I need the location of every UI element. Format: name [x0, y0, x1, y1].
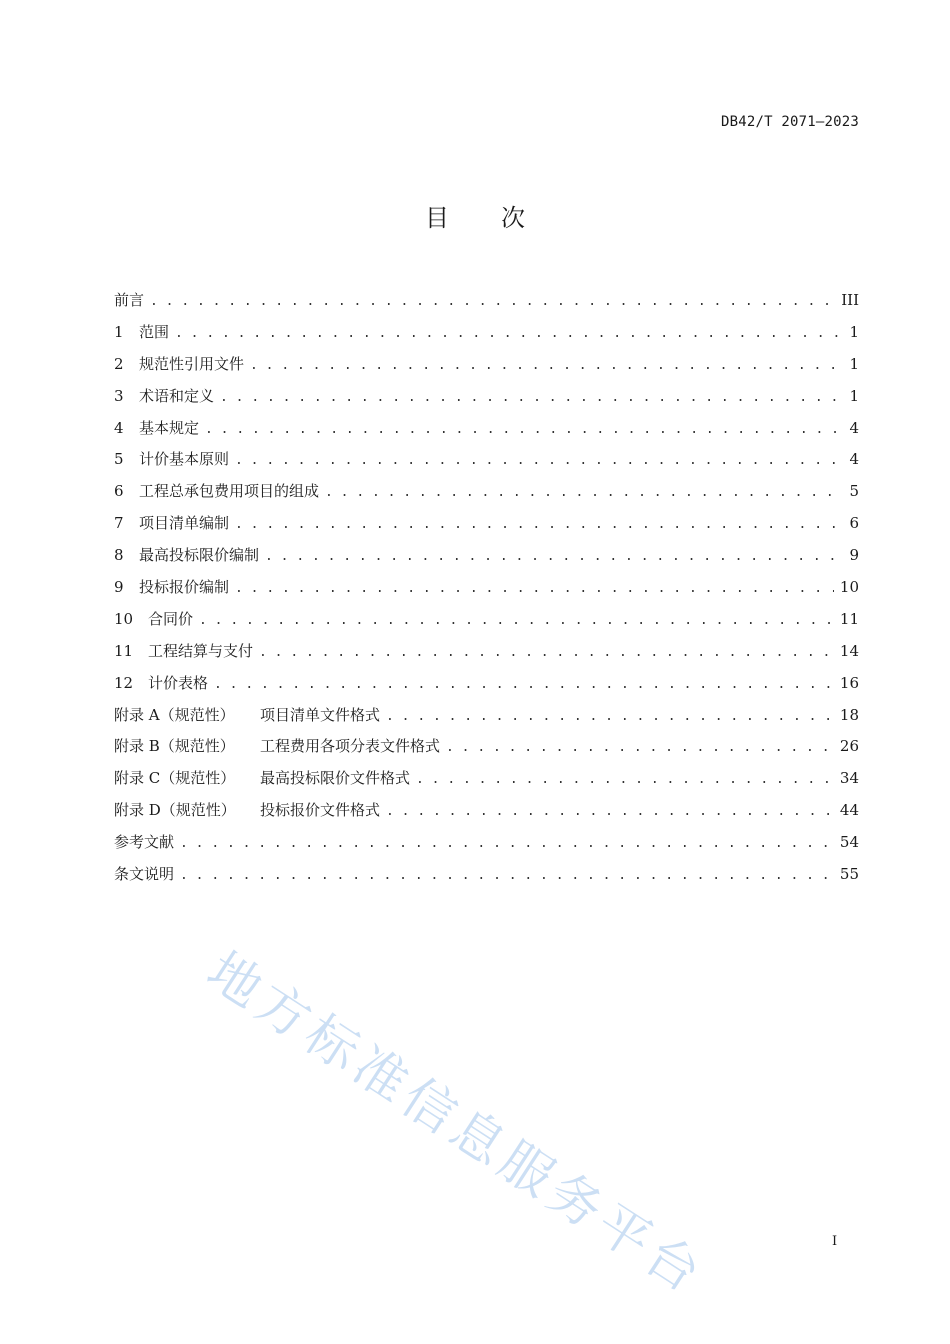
toc-entry-label: 项目清单文件格式 — [260, 705, 381, 724]
toc-leader-dots — [265, 541, 839, 573]
toc-leader-dots — [250, 350, 839, 382]
toc-leader-dots — [175, 318, 839, 350]
toc-entry-number: 2 — [114, 354, 124, 373]
toc-entry-number: 12 — [114, 673, 134, 692]
toc-leader-dots — [235, 573, 834, 605]
toc-entry[interactable] — [114, 413, 859, 445]
toc-entry-page: 11 — [839, 609, 859, 628]
toc-entry-page: 5 — [849, 482, 859, 501]
toc-entry-page: 55 — [839, 865, 859, 884]
toc-title-part1: 目 — [425, 204, 449, 232]
toc-entry-page: III — [841, 291, 859, 309]
toc-entry-number: 7 — [114, 514, 124, 533]
toc-entry-label: 工程费用各项分表文件格式 — [260, 737, 441, 756]
toc-entry-page: 1 — [849, 354, 859, 373]
toc-entry-number: 1 — [114, 322, 124, 341]
toc-entry-label: 前言 — [114, 291, 145, 309]
toc-entry-page: 18 — [839, 705, 859, 724]
toc-entry-number: 5 — [114, 450, 124, 469]
toc-entry-label: 基本规定 — [139, 418, 200, 437]
toc-leader-dots — [416, 764, 834, 796]
toc-leader-dots — [180, 860, 834, 892]
toc-entry[interactable] — [114, 859, 859, 891]
toc-appendix-number: 附录 A（规范性） — [114, 705, 235, 724]
toc-entry-number: 6 — [114, 482, 124, 501]
toc-entry-label: 工程结算与支付 — [148, 641, 254, 660]
toc-entry[interactable] — [114, 285, 859, 317]
toc-leader-dots — [199, 605, 834, 637]
toc-appendix-number: 附录 B（规范性） — [114, 737, 235, 756]
toc-leader-dots — [205, 414, 839, 446]
toc-leader-dots — [259, 637, 834, 669]
toc-entry-label: 条文说明 — [114, 865, 175, 884]
toc-entry[interactable] — [114, 476, 859, 508]
toc-entry-label: 参考文献 — [114, 833, 175, 852]
toc-entry[interactable] — [114, 317, 859, 349]
toc-entry-label: 最高投标限价文件格式 — [260, 769, 411, 788]
toc-entry-appendix[interactable] — [114, 700, 859, 732]
toc-entry-page: 10 — [839, 578, 859, 597]
toc-leader-dots — [235, 509, 839, 541]
toc-entry-label: 投标报价编制 — [139, 578, 230, 597]
toc-entry[interactable] — [114, 349, 859, 381]
toc-entry-number: 3 — [114, 386, 124, 405]
toc-leader-dots — [325, 477, 839, 509]
toc-entry-page: 54 — [839, 833, 859, 852]
toc-entry-label: 合同价 — [148, 609, 194, 628]
toc-entry-number: 11 — [114, 641, 134, 660]
toc-entry[interactable] — [114, 540, 859, 572]
toc-entry-page: 4 — [849, 418, 859, 437]
toc-leader-dots — [150, 286, 835, 318]
toc-entry-label: 计价基本原则 — [139, 450, 230, 469]
toc-entry[interactable] — [114, 444, 859, 476]
toc-entry-page: 4 — [849, 450, 859, 469]
watermark: 地方标准信息服务平台 — [196, 940, 716, 1308]
toc-entry[interactable] — [114, 381, 859, 413]
toc-leader-dots — [235, 445, 839, 477]
table-of-contents — [114, 285, 859, 891]
toc-entry-label: 规范性引用文件 — [139, 354, 245, 373]
toc-entry-number: 9 — [114, 578, 124, 597]
toc-entry-label: 术语和定义 — [139, 386, 215, 405]
toc-entry-label: 计价表格 — [148, 673, 209, 692]
toc-entry-label: 最高投标限价编制 — [139, 546, 260, 565]
toc-entry-page: 1 — [849, 386, 859, 405]
toc-entry[interactable] — [114, 636, 859, 668]
toc-entry-label: 项目清单编制 — [139, 514, 230, 533]
page-number: I — [832, 1234, 838, 1249]
toc-entry-page: 44 — [839, 801, 859, 820]
toc-leader-dots — [180, 828, 834, 860]
toc-entry-number: 10 — [114, 609, 134, 628]
toc-entry-appendix[interactable] — [114, 731, 859, 763]
toc-entry-page: 26 — [839, 737, 859, 756]
toc-entry-label: 投标报价文件格式 — [260, 801, 381, 820]
toc-leader-dots — [386, 796, 834, 828]
toc-entry-appendix[interactable] — [114, 795, 859, 827]
toc-entry-number: 4 — [114, 418, 124, 437]
toc-leader-dots — [214, 669, 834, 701]
toc-entry-page: 1 — [849, 322, 859, 341]
toc-entry-number: 8 — [114, 546, 124, 565]
toc-leader-dots — [386, 701, 834, 733]
document-code: DB42/T 2071—2023 — [720, 114, 859, 130]
toc-entry-page: 6 — [849, 514, 859, 533]
toc-entry[interactable] — [114, 508, 859, 540]
toc-entry-appendix[interactable] — [114, 763, 859, 795]
toc-entry-page: 16 — [839, 673, 859, 692]
toc-title — [0, 198, 950, 233]
toc-entry-page: 9 — [849, 546, 859, 565]
toc-entry[interactable] — [114, 604, 859, 636]
toc-leader-dots — [220, 382, 839, 414]
toc-entry-label: 工程总承包费用项目的组成 — [139, 482, 320, 501]
toc-appendix-number: 附录 D（规范性） — [114, 801, 236, 820]
toc-leader-dots — [446, 732, 834, 764]
toc-entry[interactable] — [114, 668, 859, 700]
toc-entry[interactable] — [114, 572, 859, 604]
toc-appendix-number: 附录 C（规范性） — [114, 769, 236, 788]
toc-entry-page: 14 — [839, 641, 859, 660]
toc-entry-label: 范围 — [139, 322, 170, 341]
toc-title-part2: 次 — [501, 204, 525, 232]
toc-entry[interactable] — [114, 827, 859, 859]
toc-entry-page: 34 — [839, 769, 859, 788]
